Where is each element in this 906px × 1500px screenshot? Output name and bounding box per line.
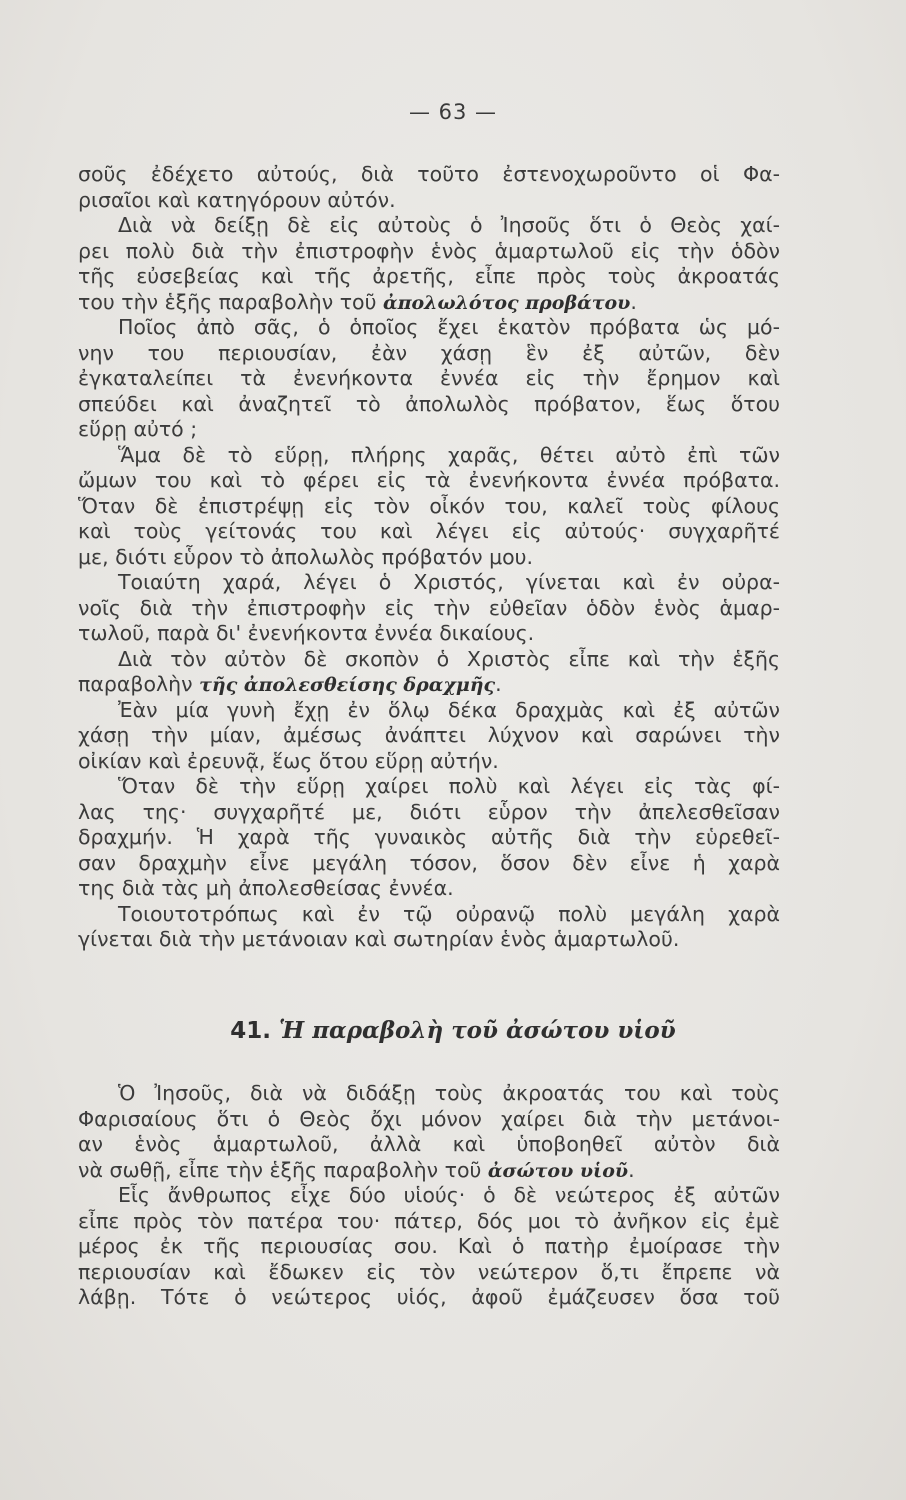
text-line xyxy=(78,545,780,571)
emphasized-title: ἀπολωλότος προβάτου xyxy=(382,291,631,314)
line-text: τῆς εὐσεβείας καὶ τῆς ἀρετῆς, εἶπε πρὸς τοὺς ἀκροατάς xyxy=(78,264,780,288)
line-text: καὶ τοὺς γείτονάς του καὶ λέγει εἰς αὐτούς· συγχαρῆτέ xyxy=(78,519,780,543)
section-text xyxy=(78,1081,780,1311)
line-text: ρει πολὺ διὰ τὴν ἐπιστροφὴν ἑνὸς ἁμαρτωλοῦ εἰς τὴν ὁδὸν xyxy=(78,238,780,263)
text-line xyxy=(78,851,780,877)
line-text: Τοιουτοτρόπως καὶ ἐν τῷ οὐρανῷ πολὺ μεγάλη χαρὰ xyxy=(118,901,780,926)
text-line xyxy=(78,1209,780,1235)
line-text: νὰ σωθῇ, εἶπε τὴν ἑξῆς παραβολὴν τοῦ xyxy=(78,1157,488,1182)
line-text: οἰκίαν καὶ ἐρευνᾷ, ἕως ὅτου εὕρῃ αὐτήν. xyxy=(78,748,499,773)
text-line xyxy=(78,672,780,698)
line-text: νοῖς διὰ τὴν ἐπιστροφὴν εἰς τὴν εὐθεῖαν ὁδὸν ἑνὸς ἁμαρ- xyxy=(78,595,780,620)
text-line xyxy=(78,876,780,902)
text-line xyxy=(78,723,780,749)
line-punctuation: . xyxy=(630,289,637,314)
text-line xyxy=(78,264,780,290)
line-text: Ὅταν δὲ τὴν εὕρῃ χαίρει πολὺ καὶ λέγει εἰς τὰς φί- xyxy=(118,774,780,798)
line-text: Διὰ τὸν αὐτὸν δὲ σκοπὸν ὁ Χριστὸς εἶπε καὶ τὴν ἑξῆς xyxy=(118,646,780,671)
page-number: — 63 — xyxy=(408,100,498,124)
line-text: περιουσίαν καὶ ἔδωκεν εἰς τὸν νεώτερον ὅ,τι ἔπρεπε νὰ xyxy=(78,1259,780,1284)
line-text: λας της· συγχαρῆτέ με, διότι εὗρον τὴν ἀπελεσθεῖσαν xyxy=(78,799,780,824)
text-line xyxy=(78,1107,780,1133)
section-number: 41. xyxy=(230,1018,272,1044)
line-text: ὤμων του καὶ τὸ φέρει εἰς τὰ ἐνενήκοντα ἐννέα πρόβατα. xyxy=(78,468,780,492)
text-line xyxy=(78,519,780,545)
line-text: αν ἑνὸς ἁμαρτωλοῦ, ἀλλὰ καὶ ὑποβοηθεῖ αὐτὸν διὰ xyxy=(78,1132,780,1156)
text-line xyxy=(78,494,780,520)
text-line xyxy=(78,239,780,265)
section-title: Ἡ παραβολὴ τοῦ ἀσώτου υἱοῦ xyxy=(279,1017,676,1044)
text-line xyxy=(78,1081,780,1107)
line-text: παραβολὴν xyxy=(78,672,200,696)
line-text: Ποῖος ἀπὸ σᾶς, ὁ ὁποῖος ἔχει ἑκατὸν πρόβατα ὡς μό- xyxy=(118,315,780,339)
line-text: εὕρῃ αὐτό ; xyxy=(78,417,198,441)
line-text: Τοιαύτη χαρά, λέγει ὁ Χριστός, γίνεται καὶ ἐν οὐρα- xyxy=(118,570,780,594)
text-line xyxy=(78,443,780,469)
text-line xyxy=(78,1158,780,1184)
emphasized-title: τῆς ἀπολεσθείσης δραχμῆς xyxy=(199,674,496,696)
text-line xyxy=(78,341,780,367)
line-text: τωλοῦ, παρὰ δι' ἐνενήκοντα ἐννέα δικαίους. xyxy=(78,621,535,645)
line-text: σπεύδει καὶ ἀναζητεῖ τὸ ἀπολωλὸς πρόβατον, ἕως ὅτου xyxy=(78,391,780,416)
text-line xyxy=(78,162,780,188)
line-punctuation: . xyxy=(628,1157,635,1182)
line-text: Ὁ Ἰησοῦς, διὰ νὰ διδάξῃ τοὺς ἀκροατάς του καὶ τοὺς xyxy=(118,1081,780,1105)
text-line xyxy=(78,647,780,673)
line-text: ρισαῖοι καὶ κατηγόρουν αὐτόν. xyxy=(78,187,396,212)
text-line xyxy=(78,1183,780,1209)
text-line xyxy=(78,290,780,316)
line-text: Ἅμα δὲ τὸ εὕρῃ, πλήρης χαρᾶς, θέτει αὐτὸ ἐπὶ τῶν xyxy=(118,442,780,467)
line-text: εἶπε πρὸς τὸν πατέρα του· πάτερ, δός μοι τὸ ἀνῆκον εἰς ἐμὲ xyxy=(78,1208,780,1233)
line-text: μέρος ἐκ τῆς περιουσίας σου. Καὶ ὁ πατὴρ ἐμοίρασε τὴν xyxy=(78,1234,780,1258)
text-line xyxy=(78,596,780,622)
text-line xyxy=(78,621,780,647)
line-text: λάβῃ. Τότε ὁ νεώτερος υἱός, ἀφοῦ ἐμάζευσεν ὅσα τοῦ xyxy=(78,1285,780,1309)
emphasized-title: ἀσώτου υἱοῦ xyxy=(487,1159,629,1182)
text-line xyxy=(78,1260,780,1286)
section-heading xyxy=(0,1017,906,1044)
line-text: της διὰ τὰς μὴ ἀπολεσθείσας ἐννέα. xyxy=(78,876,454,900)
text-line xyxy=(78,468,780,494)
text-line xyxy=(78,366,780,392)
text-line xyxy=(78,800,780,826)
line-text: ἐγκαταλείπει τὰ ἐνενήκοντα ἐννέα εἰς τὴν ἔρημον καὶ xyxy=(78,366,780,390)
text-line xyxy=(78,698,780,724)
line-punctuation: . xyxy=(495,672,502,696)
text-line xyxy=(78,392,780,418)
body-text xyxy=(78,162,780,953)
line-text: Διὰ νὰ δείξῃ δὲ εἰς αὐτοὺς ὁ Ἰησοῦς ὅτι ὁ Θεὸς χαί- xyxy=(118,213,780,237)
line-text: δραχμήν. Ἡ χαρὰ τῆς γυναικὸς αὐτῆς διὰ τὴν εὑρεθεῖ- xyxy=(78,825,780,849)
line-text: Εἷς ἄνθρωπος εἶχε δύο υἱούς· ὁ δὲ νεώτερος ἐξ αὐτῶν xyxy=(118,1183,780,1207)
text-line xyxy=(78,774,780,800)
line-text: σοῦς ἐδέχετο αὐτούς, διὰ τοῦτο ἐστενοχωροῦντο οἱ Φα- xyxy=(78,162,780,186)
text-line xyxy=(78,927,780,953)
line-text: με, διότι εὗρον τὸ ἀπολωλὸς πρόβατόν μου. xyxy=(78,544,534,569)
line-text: του τὴν ἑξῆς παραβολὴν τοῦ xyxy=(78,289,383,314)
line-text: Φαρισαίους ὅτι ὁ Θεὸς ὄχι μόνον χαίρει διὰ τὴν μετάνοι- xyxy=(78,1106,780,1131)
text-line xyxy=(78,825,780,851)
line-text: χάσῃ τὴν μίαν, ἀμέσως ἀνάπτει λύχνον καὶ σαρώνει τὴν xyxy=(78,723,780,747)
text-line xyxy=(78,1285,780,1311)
line-text: Ὅταν δὲ ἐπιστρέψῃ εἰς τὸν οἶκόν του, καλεῖ τοὺς φίλους xyxy=(78,493,780,518)
line-text: σαν δραχμὴν εἶνε μεγάλη τόσον, ὅσον δὲν εἶνε ἡ χαρὰ xyxy=(78,850,780,875)
line-text: Ἐὰν μία γυνὴ ἔχῃ ἐν ὅλῳ δέκα δραχμὰς καὶ ἐξ αὐτῶν xyxy=(118,697,780,722)
line-text: νην του περιουσίαν, ἐὰν χάσῃ ἓν ἐξ αὐτῶν, δὲν xyxy=(78,340,780,365)
line-text: γίνεται διὰ τὴν μετάνοιαν καὶ σωτηρίαν ἑνὸς ἁμαρτωλοῦ. xyxy=(78,927,680,951)
text-line xyxy=(78,188,780,214)
text-line xyxy=(78,1234,780,1260)
text-line xyxy=(78,902,780,928)
text-line xyxy=(78,213,780,239)
text-line xyxy=(78,417,780,443)
text-line xyxy=(78,570,780,596)
text-line xyxy=(78,749,780,775)
text-line xyxy=(78,1132,780,1158)
text-line xyxy=(78,315,780,341)
